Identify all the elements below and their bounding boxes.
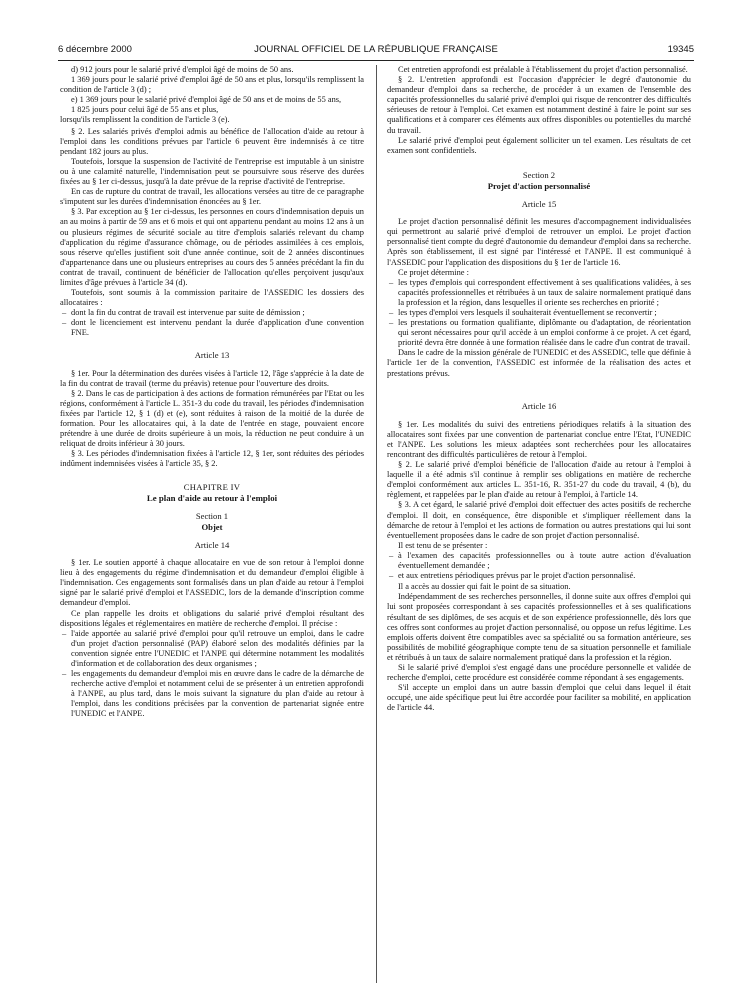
list-item: – dont le licenciement est intervenu pendant la durée d'application d'une convention FNE.: [60, 318, 364, 338]
paragraph: Ce plan rappelle les droits et obligations du salarié privé d'emploi résultant des dispositions légales et réglementaires en matière de recherche d'emploi. Il précise :: [60, 608, 364, 628]
paragraph: S'il accepte un emploi dans un autre bassin d'emploi que celui dans lequel il était occupé, une aide spécifique peut lui être accordée pour faciliter sa mobilité, en application de l'article 44.: [387, 683, 691, 713]
paragraph: Si le salarié privé d'emploi s'est engagé dans une procédure personnelle et validée de recherche d'emploi, cette procédure est considérée comme répondant à ses engagements.: [387, 662, 691, 683]
section-title: Projet d'action personnalisé: [487, 180, 591, 191]
left-column: [60, 65, 364, 720]
paragraph: § 2. L'entretien approfondi est l'occasion d'apprécier le degré d'autonomie du demandeur d'emploi dans sa recherche, de procéder à un examen de l'ensemble des capacités professionnelles du salarié privé d'emploi qui risque de rencontrer des difficultés sérieuses de retour à l'emploi. Cet examen est notamment destiné à faire le point sur ses qualifications et à comparer ces éléments aux offres disponibles ou potentielles du marché du travail.: [387, 75, 691, 135]
paragraph: Dans le cadre de la mission générale de l'UNEDIC et des ASSEDIC, telle que définie à l'article 1er de la convention, l'ASSEDIC est informée de la réalisation des actes et prestations prévus.: [387, 348, 691, 378]
article-heading: Article 15: [521, 199, 557, 210]
list-item: – l'aide apportée au salarié privé d'emploi pour qu'il retrouve un emploi, dans le cadre d'un projet d'action personnalisé (PAP) élaboré selon des modalités définies par la convention signée entre l'UNEDIC et l'ANPE qui détermine notamment les modalités d'information et de collaboration des deux organismes ;: [60, 629, 364, 669]
header-rule: [58, 60, 694, 61]
paragraph: Le salarié privé d'emploi peut également solliciter un tel examen. Les résultats de cet examen sont confidentiels.: [387, 135, 691, 155]
paragraph: Ce projet détermine :: [398, 267, 469, 277]
page-header: [58, 44, 694, 58]
right-column: [387, 65, 691, 713]
chapter-heading: CHAPITRE IV: [183, 481, 241, 492]
paragraph: § 1er. Les modalités du suivi des entretiens périodiques relatifs à la situation des allocataires sont fixées par une convention de partenariat conclue entre l'Etat, l'UNEDIC et l'ANPE. Les solutions les mieux adaptées sont recherchées pour les allocataires rencontrant des difficultés particulières de retour à l'emploi.: [387, 419, 691, 459]
paragraph: Toutefois, lorsque la suspension de l'activité de l'entreprise est imputable à un sinistre ou à une calamité naturelle, l'indemnisation peut se poursuivre sous réserve des durées fixées au § 1er ci-dessus, jusqu'à la date prévue de la reprise d'activité de l'entreprise.: [60, 156, 364, 187]
paragraph: 1 369 jours pour le salarié privé d'emploi âgé de 50 ans et plus, lorsqu'ils remplissent la condition de l'article 3 (d) ;: [60, 75, 364, 95]
article-heading: Article 13: [194, 349, 230, 360]
list-item: – les types d'emploi vers lesquels il souhaiterait éventuellement se reconvertir ;: [387, 308, 691, 318]
paragraph: e) 1 369 jours pour le salarié privé d'emploi âgé de 50 ans et de moins de 55 ans,: [71, 95, 342, 105]
list-item: – à l'examen des capacités professionnelles ou à toute autre action d'évaluation éventuellement demandée ;: [387, 551, 691, 571]
paragraph: § 3. Par exception au § 1er ci-dessus, les personnes en cours d'indemnisation depuis un an au moins à partir de 59 ans et 6 mois et qui ont appartenu pendant au moins 12 ans à un ou plusieurs régimes de sécurité sociale au titre d'emplois salariés relevant du champ d'application du régime d'assurance chômage, ou de périodes assimilées à ces emplois, sous réserve qu'elles justifient soit d'une année continue, soit de 2 années discontinues d'appartenance dans une ou plusieurs entreprises au cours des 5 années précédant la fin du contrat de travail, continuent de bénéficier de l'allocation qu'elles perçoivent jusqu'aux limites d'âge prévues à l'article 34 (d).: [60, 207, 364, 287]
header-page-number: 19345: [667, 44, 694, 55]
paragraph: Toutefois, sont soumis à la commission paritaire de l'ASSEDIC les dossiers des allocataires :: [60, 288, 364, 308]
paragraph: § 1er. Pour la détermination des durées visées à l'article 12, l'âge s'apprécie à la date de la fin du contrat de travail (terme du préavis) retenue pour l'ouverture des droits.: [60, 368, 364, 388]
list-item: – et aux entretiens périodiques prévus par le projet d'action personnalisé.: [387, 571, 691, 581]
section-title: Objet: [201, 521, 223, 532]
column-separator: [376, 65, 377, 983]
paragraph: § 3. Les périodes d'indemnisation fixées à l'article 12, § 1er, sont réduites des périodes indûment indemnisées visées à l'article 35, § 2.: [60, 449, 364, 469]
bullet-list: [387, 551, 691, 581]
paragraph: d) 912 jours pour le salarié privé d'emploi âgé de moins de 50 ans.: [71, 65, 294, 74]
paragraph: En cas de rupture du contrat de travail, les allocations versées au titre de ce paragraphe s'imputent sur les durées d'indemnisation énoncées au § 1er.: [60, 187, 364, 207]
paragraph: § 2. Dans le cas de participation à des actions de formation rémunérées par l'Etat ou les régions, conformément à l'article L. 351-3 du code du travail, les périodes d'indemnisation fixées par l'article 12, § 1 (d) et (e), sont réduites à raison de la moitié de la durée de formation. Pour les allocataires qui, à la date de l'entrée en stage, pouvaient encore prétendre à une durée de droits supérieure à un mois, la réduction ne peut conduire à un reliquat de droits inférieur à 30 jours.: [60, 388, 364, 449]
list-item: – les prestations ou formation qualifiante, diplômante ou d'adaptation, de réorientation qui seront nécessaires pour qu'il accède à un emploi conforme à ce projet. A cet égard, priorité devra être donnée à une formation réalisée dans le cadre d'un contrat de travail.: [387, 318, 691, 348]
section-heading: Section 1: [195, 510, 229, 521]
paragraph: § 1er. Le soutien apporté à chaque allocataire en vue de son retour à l'emploi donne lieu à des engagements du régime d'indemnisation et du demandeur d'emploi éligible à l'indemnisation. Ces engagements sont formalisés dans un plan d'aide au retour à l'emploi signé par le salarié privé d'emploi et l'ASSEDIC, lors de la demande d'inscription comme demandeur d'emploi.: [60, 558, 364, 608]
paragraph: § 2. Le salarié privé d'emploi bénéficie de l'allocation d'aide au retour à l'emploi à laquelle il a été admis s'il continue à remplir ses obligations en matière de recherche d'emploi conformément aux articles L. 351-16, R. 351-27 du code du travail, 4 (b), du règlement, et rappelées par le plan d'aide au retour à l'emploi, à l'article 14.: [387, 460, 691, 500]
article-heading: Article 16: [521, 400, 557, 411]
header-date: 6 décembre 2000: [58, 44, 132, 55]
chapter-title: Le plan d'aide au retour à l'emploi: [146, 492, 278, 503]
paragraph: 1 825 jours pour celui âgé de 55 ans et plus,: [71, 105, 219, 115]
paragraph: lorsqu'ils remplissent la condition de l'article 3 (e).: [60, 115, 230, 125]
paragraph: Indépendamment de ses recherches personnelles, il donne suite aux offres d'emploi qui lui sont proposées correspondant à ses capacités professionnelles et à ses qualifications résultant de ses diplômes, de ses acquis et de son expérience professionnelle, dès lors que ces offres sont conformes au projet d'action personnalisé, ou oppose un refus légitime. Les emplois offerts doivent être compatibles avec sa spécialité ou sa formation antérieure, ses possibilités de mobilité géographique compte tenu de sa situation personnelle et familiale et rétribués à un taux de salaire normalement pratiqué dans la profession et la région.: [387, 592, 691, 662]
list-item: – les types d'emplois qui correspondent effectivement à ses qualifications validées, à ses capacités professionnelles et rétribuées à un taux de salaire normalement pratiqué dans la profession et la région, dans lesquelles il oriente ses recherches en priorité ;: [387, 278, 691, 308]
paragraph: § 2. Les salariés privés d'emploi admis au bénéfice de l'allocation d'aide au retour à l'emploi dans les conditions prévues par l'article 6 peuvent être indemnisés à ce titre pendant 182 jours au plus.: [60, 126, 364, 156]
bullet-list: [60, 629, 364, 720]
paragraph: Le projet d'action personnalisé définit les mesures d'accompagnement individualisées qui permettront au salarié privé d'emploi de retrouver un emploi. Le projet d'action personnalisé tient compte du degré d'autonomie du demandeur d'emploi dans sa recherche. Après son établissement, il est signé par l'intéressé et l'ANPE. Il est communiqué à l'ASSEDIC pour l'application des dispositions du § 1er de l'article 16.: [387, 217, 691, 267]
paragraph: Il est tenu de se présenter :: [398, 540, 488, 550]
paragraph: § 3. A cet égard, le salarié privé d'emploi doit effectuer des actes positifs de recherche d'emploi. Il doit, en conséquence, être disponible et s'impliquer réellement dans la démarche de retour à l'emploi et les actions de formation ou autres prestations qui lui sont éventuellement proposées dans le cadre de son projet d'action personnalisé.: [387, 500, 691, 540]
bullet-list: [387, 278, 691, 349]
list-item: – dont la fin du contrat de travail est intervenue par suite de démission ;: [60, 308, 364, 318]
article-heading: Article 14: [194, 539, 230, 550]
paragraph: Il a accès au dossier qui fait le point de sa situation.: [398, 582, 571, 592]
section-heading: Section 2: [522, 169, 556, 180]
list-item: – les engagements du demandeur d'emploi mis en œuvre dans le cadre de la démarche de recherche active d'emploi et notamment celui de se présenter à un entretien approfondi à l'ANPE, au plus tard, dans le mois suivant la signature du plan d'aide au retour à l'emploi, dans les conditions précisées par la convention de partenariat signée entre l'UNEDIC et l'ANPE.: [60, 669, 364, 719]
bullet-list: [60, 308, 364, 338]
header-journal-title: JOURNAL OFFICIEL DE LA RÉPUBLIQUE FRANÇAISE: [254, 44, 498, 55]
paragraph: Cet entretien approfondi est préalable à l'établissement du projet d'action personnalisé.: [398, 65, 688, 74]
